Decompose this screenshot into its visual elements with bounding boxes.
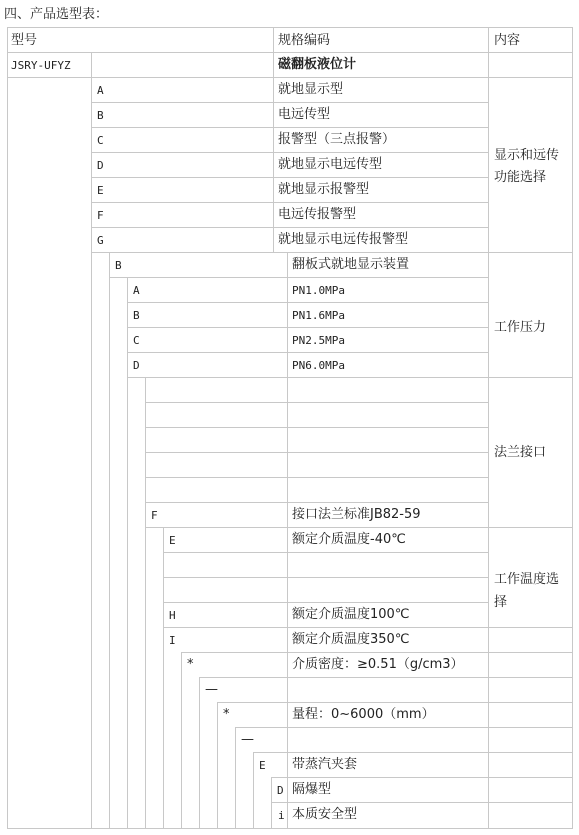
option-code: H — [169, 609, 176, 622]
option-code: D — [97, 159, 104, 172]
header-model: 型号 — [11, 33, 38, 48]
flange-desc: 接口法兰标准JB82-59 — [292, 507, 421, 522]
table-rule — [127, 327, 489, 328]
jacket-code: E — [259, 759, 266, 772]
table-rule — [145, 477, 489, 478]
table-rule — [181, 652, 182, 829]
model-name: 磁翻板液位计 — [278, 57, 357, 72]
table-rule — [91, 177, 489, 178]
density-code: * — [187, 657, 194, 672]
table-rule — [91, 52, 92, 829]
table-rule — [91, 252, 573, 253]
option-code: D — [133, 359, 140, 372]
flip-desc: 翻板式就地显示装置 — [292, 257, 410, 272]
separator-dash: — — [205, 682, 218, 697]
option-desc: 就地显示电远传型 — [278, 157, 383, 172]
table-rule — [235, 727, 236, 829]
table-rule — [91, 152, 489, 153]
table-rule — [217, 702, 218, 829]
table-rule — [145, 377, 146, 829]
option-code: E — [97, 184, 104, 197]
option-desc: PN6.0MPa — [292, 359, 345, 372]
option-desc: 报警型（三点报警） — [278, 132, 396, 147]
option-desc: 额定介质温度-40℃ — [292, 532, 406, 547]
option-code: I — [169, 634, 176, 647]
table-rule — [145, 427, 489, 428]
table-rule — [7, 27, 8, 829]
table-rule — [163, 627, 489, 628]
option-desc: PN2.5MPa — [292, 334, 345, 347]
table-rule — [271, 802, 573, 803]
table-rule — [163, 552, 489, 553]
table-rule — [145, 527, 573, 528]
jacket-desc: 带蒸汽夹套 — [292, 757, 358, 772]
option-code: E — [169, 534, 176, 547]
flip-code: B — [115, 259, 122, 272]
option-code: A — [133, 284, 140, 297]
option-desc: 电远传型 — [278, 107, 331, 122]
option-code: F — [97, 209, 104, 222]
option-code: B — [133, 309, 140, 322]
table-rule — [127, 377, 573, 378]
option-code: C — [133, 334, 140, 347]
explosion-desc: 隔爆型 — [292, 782, 332, 797]
range-code: * — [223, 707, 230, 722]
table-rule — [91, 227, 489, 228]
table-rule — [163, 577, 489, 578]
table-rule — [253, 752, 254, 829]
option-desc: 电远传报警型 — [278, 207, 357, 222]
table-rule — [145, 452, 489, 453]
table-rule — [271, 777, 573, 778]
table-rule — [145, 402, 489, 403]
category-pressure: 工作压力 — [494, 320, 547, 335]
table-rule — [163, 602, 489, 603]
table-rule — [145, 502, 489, 503]
table-rule — [235, 727, 573, 728]
table-rule — [127, 302, 489, 303]
table-rule — [199, 677, 200, 829]
density-desc: 介质密度：≥0.51（g/cm3） — [292, 657, 464, 672]
option-code: B — [97, 109, 104, 122]
table-rule — [572, 27, 573, 829]
separator-dash: — — [241, 732, 254, 747]
option-desc: 额定介质温度350℃ — [292, 632, 410, 647]
option-desc: PN1.6MPa — [292, 309, 345, 322]
table-rule — [109, 277, 489, 278]
table-rule — [217, 702, 573, 703]
option-desc: PN1.0MPa — [292, 284, 345, 297]
table-rule — [199, 677, 573, 678]
header-content: 内容 — [494, 33, 521, 48]
intrinsic-desc: 本质安全型 — [292, 807, 358, 822]
category-display: 显示和远传功能选择 — [494, 148, 560, 185]
option-desc: 就地显示电远传报警型 — [278, 232, 409, 247]
header-spec: 规格编码 — [278, 33, 331, 48]
table-rule — [91, 102, 489, 103]
table-rule — [488, 27, 489, 829]
option-code: A — [97, 84, 104, 97]
page-heading: 四、产品选型表： — [4, 7, 109, 22]
option-desc: 就地显示型 — [278, 82, 344, 97]
category-flange: 法兰接口 — [494, 445, 547, 460]
table-rule — [91, 127, 489, 128]
range-desc: 量程：0~6000（mm） — [292, 707, 435, 722]
table-rule — [127, 352, 489, 353]
explosion-code: D — [277, 784, 284, 797]
table-rule — [273, 27, 274, 253]
model-code: JSRY-UFYZ — [11, 59, 71, 72]
table-rule — [127, 277, 128, 829]
option-code: C — [97, 134, 104, 147]
intrinsic-code: i — [278, 809, 285, 822]
option-desc: 就地显示报警型 — [278, 182, 370, 197]
table-rule — [91, 202, 489, 203]
flange-code: F — [151, 509, 158, 522]
table-rule — [253, 752, 573, 753]
table-rule — [163, 527, 164, 829]
table-rule — [181, 652, 573, 653]
table-rule — [287, 252, 288, 829]
table-rule — [271, 777, 272, 829]
table-rule — [109, 252, 110, 829]
category-temperature: 工作温度选择 — [494, 572, 560, 610]
option-desc: 额定介质温度100℃ — [292, 607, 410, 622]
option-code: G — [97, 234, 104, 247]
